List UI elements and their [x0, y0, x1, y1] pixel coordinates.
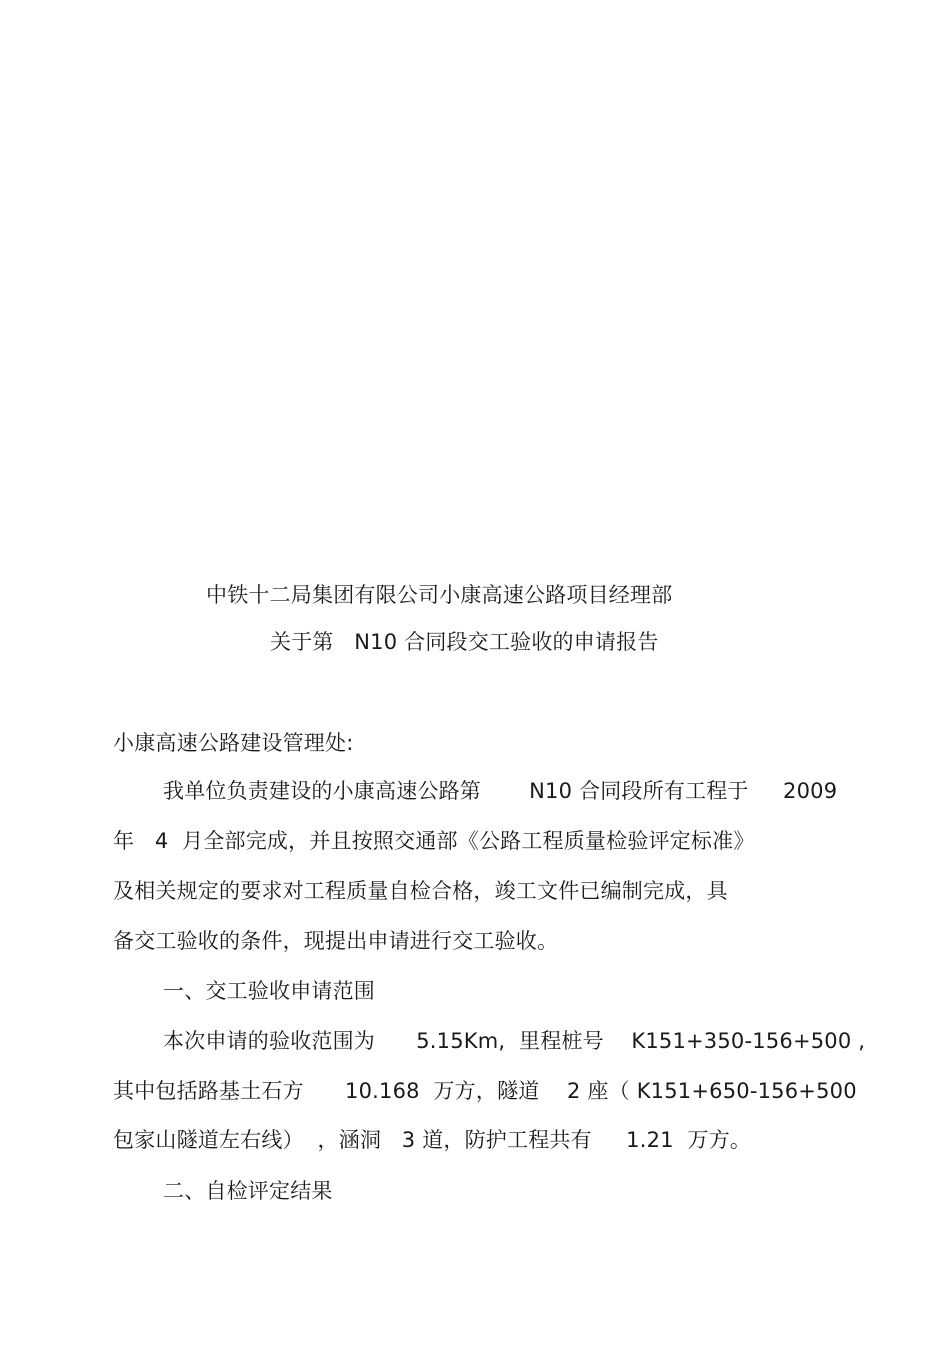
paragraph-1-line-3: 及相关规定的要求对工程质量自检合格，竣工文件已编制完成，具 [113, 879, 728, 903]
paragraph-1-line-2: 年 4 月全部完成，并且按照交通部《公路工程质量检验评定标准》 [113, 829, 755, 853]
section-heading-1: 一、交工验收申请范围 [163, 979, 375, 1003]
paragraph-2-line-2: 其中包括路基土石方 10.168 万方，隧道 2 座（ K151+650-156+500 [113, 1079, 857, 1103]
salutation: 小康高速公路建设管理处: [113, 731, 354, 755]
section-heading-2: 二、自检评定结果 [163, 1179, 333, 1203]
document-title-line-1: 中铁十二局集团有限公司小康高速公路项目经理部 [206, 583, 673, 607]
paragraph-1-line-1: 我单位负责建设的小康高速公路第 N10 合同段所有工程于 2009 [163, 779, 838, 803]
paragraph-2-line-3: 包家山隧道左右线） ，涵洞 3 道，防护工程共有 1.21 万方。 [113, 1128, 752, 1152]
document-title-line-2: 关于第 N10 合同段交工验收的申请报告 [270, 630, 659, 654]
paragraph-2-line-1: 本次申请的验收范围为 5.15Km, 里程桩号 K151+350-156+500 , [163, 1029, 866, 1053]
paragraph-1-line-4: 备交工验收的条件，现提出申请进行交工验收。 [113, 929, 559, 953]
